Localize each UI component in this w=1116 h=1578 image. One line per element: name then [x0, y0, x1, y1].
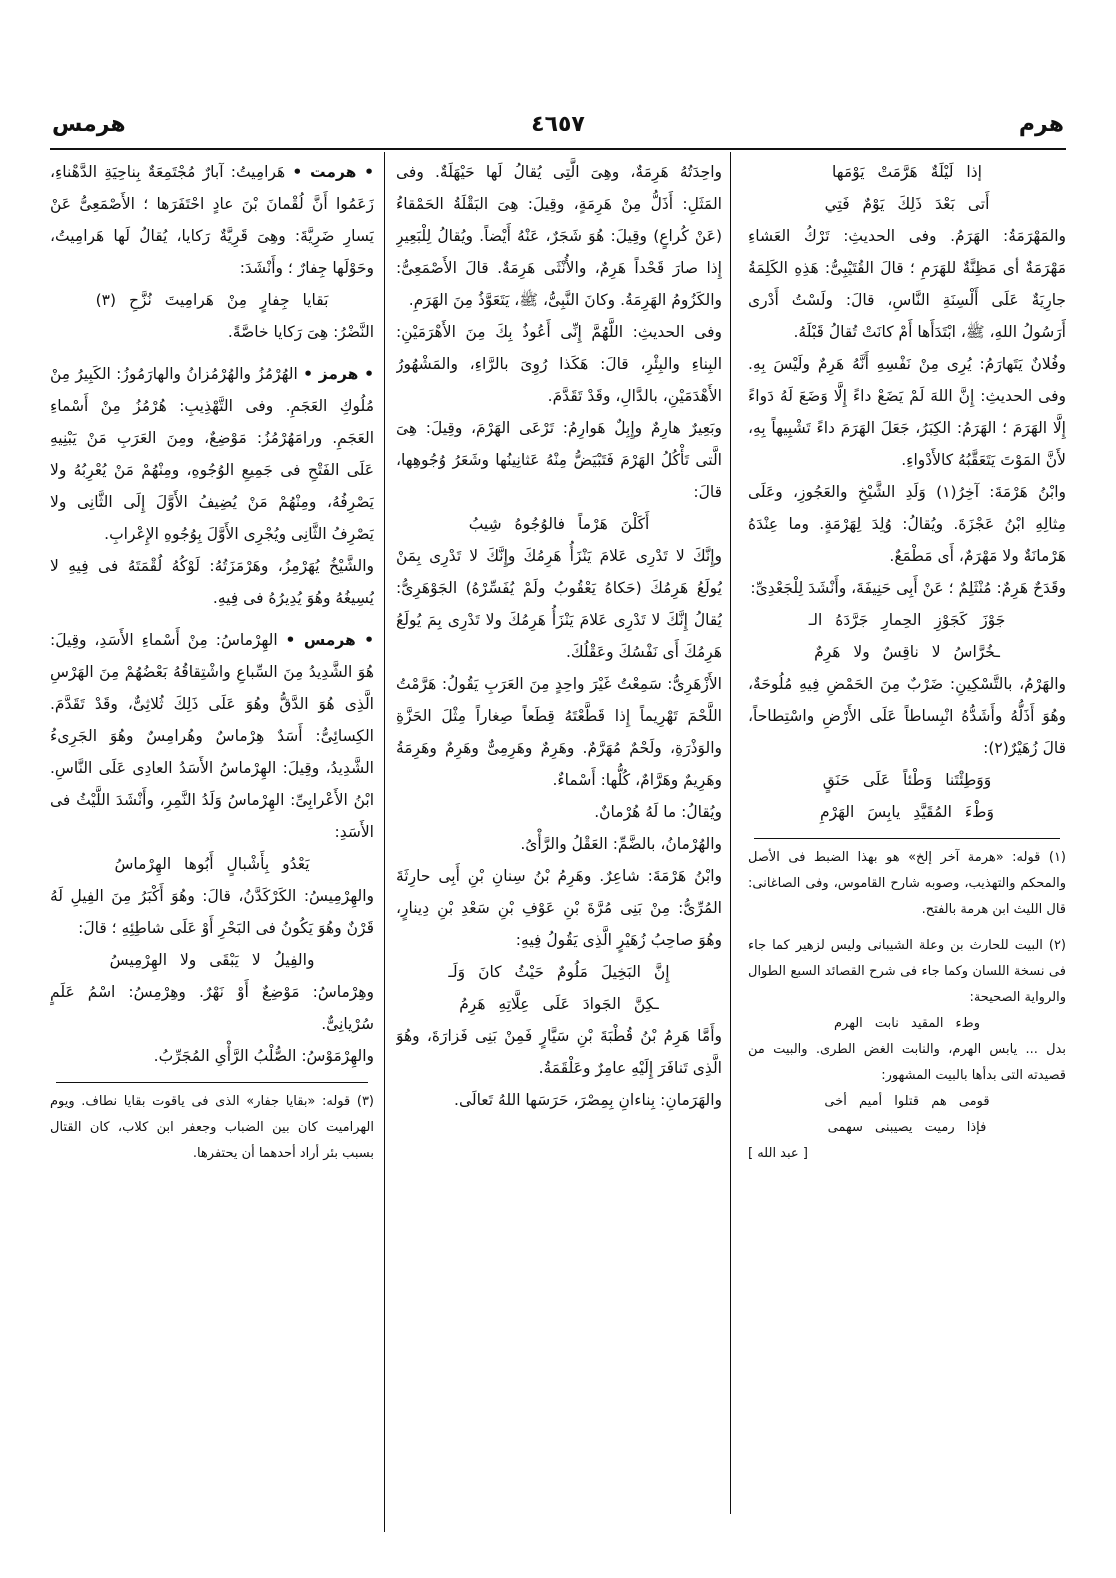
footnote-verse: وطء المقيد نابت الهرم [834, 1016, 980, 1031]
footnote-rule [56, 1082, 367, 1083]
page-header [52, 112, 1064, 144]
entry-paragraph: وقَدَحٌ هَرِمٌ: مُنْثَلِمٌ ؛ عَنْ أَبِى حَنِيفَةَ، وأَنْشَدَ لِلْجَعْدِىِّ: [750, 579, 1066, 597]
headword: • هرمس • [285, 631, 374, 649]
entry-paragraph [50, 624, 374, 848]
verse-line: بَقايا جِفارٍ مِنْ هَرامِيتَ نُزَّحِ (٣) [95, 291, 329, 309]
verse-line: وَوَطِئْتَنا وَطْئاً عَلَى حَنَقٍ [822, 771, 992, 789]
headword: • هرمت • [292, 163, 374, 181]
entry-text: هَرامِيتُ: آبارٌ مُجْتَمِعَةٌ بِناحِيَةِ الدَّهْناءِ، زَعَمُوا أَنَّ لُقْمانَ بْنَ عادٍ احْتَفَرَها ؛ الأَصْمَعِىُّ عَنْ يَسارِ ضَرِيَّةَ: وهِىَ قَرِيَّةٌ رَكايا، يُقالُ لَها هَرامِيتُ، وحَوْلَها جِفارٌ ؛ وأَنْشَدَ: [50, 163, 374, 277]
entry-text: الهُرْمُزُ والهُرْمُزانُ والهارَمُوزُ: الكَبِيرُ مِنْ مُلُوكِ العَجَمِ. وفى التَّهْذِيبِ: هُرْمُزُ مِنْ أَسْماءِ العَجَمِ. ورامَهُرْمُزُ: مَوْضِعٌ، ومِنَ العَرَبِ مَنْ يَبْنِيهِ عَلَى الفَتْحِ فى جَمِيعِ الوُجُوهِ، ومِنْهُمْ مَنْ يُعْرِبُهُ ولا يَصْرِفُهُ، ومِنْهُمْ مَنْ يُضِيفُ الأَوَّلَ إِلَى الثَّانِى ولا يَصْرِفُ الثَّانِى ويُجْرِى الأَوَّلَ بِوُجُوهِ الإِعْرابِ. [50, 365, 374, 543]
entry-paragraph [50, 358, 374, 550]
footnote-signature: [ عبد الله ] [748, 1146, 808, 1161]
verse-line: جَوْزَ كَجَوْزِ الحِمارِ جَرَّدَهُ الـ [808, 611, 1006, 629]
verse-line: ـكِنَّ الجَوادَ عَلَى عِلَّاتِهِ هَرِمُ [459, 995, 659, 1013]
entry-paragraph: والهِرْمِيسُ: الكَرْكَدَّنُ، قالَ: وهُوَ أَكْبَرُ مِنَ الفِيلِ لَهُ قَرْنٌ وهُوَ يَكُونُ فى البَحْرِ أَوْ عَلَى شاطِئِهِ ؛ قالَ: [50, 887, 374, 937]
entry-paragraph: وإِنَّكَ لا تَدْرِى عَلامَ يَنْزَأُ هَرِمُكَ وإِنَّكَ لا تَدْرِى بِمَنْ يُولَعُ هَرِمُكَ (حَكاهُ يَعْقُوبُ ولَمْ يُفَسِّرْهُ) الجَوْهَرِىُّ: يُقالُ إِنَّكَ لا تَدْرِى عَلامَ يَنْزَأُ هَرِمُكَ ولا تَدْرِى بِمَ يُولَعُ هَرِمُكَ أَى نَفْسُكَ وعَقْلُكَ. [396, 547, 722, 661]
entry-paragraph: ويُقالُ: ما لَهُ هُرْمانٌ. [594, 803, 722, 821]
entry-paragraph: وهِرْماسُ: مَوْضِعٌ أَوْ نَهْرٌ. وهِرْمِسُ: اسْمُ عَلَمٍ سُرْيانِىٌّ. [50, 983, 374, 1033]
entry-paragraph: والمَهْرَمَةُ: الهَرَمُ. وفى الحديثِ: تَرْكُ العَشاءِ مَهْرَمَةٌ أى مَظِنَّةٌ للهَرَمِ ؛ قالَ القُتَيْبِىُّ: هَذِهِ الكَلِمَةُ جارِيَةٌ عَلَى أَلْسِنَةِ النَّاسِ، قالَ: ولَسْتُ أَدْرى أَرَسُولُ اللهِ، ﷺ، ابْتَدَأَها أَمْ كانَتْ تُقالُ قَبْلَهُ. [748, 227, 1066, 341]
entry-paragraph: والهِرْمَوْسُ: الصُّلْبُ الرَّأْىِ المُجَرِّبُ. [153, 1047, 374, 1065]
entry-paragraph: وفُلانٌ يَتَهارَمُ: يُرِى مِنْ نَفْسِهِ أَنَّهُ هَرِمٌ ولَيْسَ بِهِ. وفى الحديثِ: إِنَّ اللهَ لَمْ يَضَعْ داءً إِلَّا وَضَعَ لَهُ دَواءً إِلَّا الهَرَمَ ؛ الهَرَمُ: الكِبَرُ، جَعَلَ الهَرَمَ داءً تَشْبِيهاً بِهِ، لأَنَّ المَوْتَ يَتَعَقَّبُهُ كالأَدْواءِ. [748, 355, 1066, 469]
entry-paragraph: وفى الحديثِ: اللَّهُمَّ إِنِّى أَعُوذُ بِكَ مِنَ الأَهْرَمَيْنِ: البِناءِ والبِئْرِ، قالَ: هَكَذا رُوِىَ بالرَّاءِ، والمَشْهُورُ الأَهْدَمَيْنِ، بالدَّالِ، وقَدْ تَقَدَّمَ. [396, 323, 722, 405]
entry-paragraph: النَّضْرُ: هِىَ رَكايا خاصَّةً. [227, 323, 374, 341]
footnote-verse: قومى هم قتلوا أميم أخى [824, 1094, 990, 1109]
verse-line: أَكَلْنَ هَرْماً فالوُجُوهُ شِيبُ [468, 515, 650, 533]
verse-line: يَعْدُو بِأَشْبالٍ أَبُوها الهِرْماسُ [114, 855, 310, 873]
footnote-verse: فإذا رميت يصيبنى سهمى [827, 1120, 987, 1135]
footnote: بدل ... يابس الهرم، والنابت الغض الطرى. والبيت من قصيدته التى بدأها بالبيت المشهور: [748, 1042, 1066, 1083]
verse-line: إذا لَيْلَةٌ هَرَّمَتْ يَوْمَها [832, 163, 982, 181]
verse-line: ـخُرَّاسُ لا ناقِسٌ ولا هَرِمٌ [814, 643, 1000, 661]
entry-paragraph: وابْنُ هَرْمَةَ: آخِرُ(١) وَلَدِ الشَّيْخِ والعَجُوزِ، وعَلَى مِثالِهِ ابْنُ عَجْزَةَ. ويُقالُ: وُلِدَ لِهَرْمَةٍ. وما عِنْدَهُ هَرْمانَةٌ ولا مَهْرَمٌ، أَى مَطْمَعٌ. [748, 483, 1066, 565]
header-rule [50, 148, 1066, 150]
column-divider-left [384, 152, 385, 1532]
headword: • هرمز • [303, 365, 374, 383]
header-right-word: هرم [1018, 112, 1064, 137]
verse-line: وَطْءَ المُقَيَّدِ يابِسَ الهَرْمِ [820, 803, 994, 821]
footnote-rule [754, 838, 1059, 839]
entry-paragraph: والهَرْمُ، بالتَّسْكِينِ: ضَرْبٌ مِنَ الحَمْضِ فِيهِ مُلُوحَةٌ، وهُوَ أَذَلُّهُ وأَشَدُّهُ انْبِساطاً عَلَى الأَرْضِ واسْتِطاحاً، قالَ زُهَيْرٌ(٢): [748, 675, 1066, 757]
entry-text: الهِرْماسُ: مِنْ أَسْماءِ الأَسَدِ، وقِيلَ: هُوَ الشَّدِيدُ مِنَ السِّباعِ واشْتِقاقُهُ بَعْضُهُمْ مِنَ الهَرْسِ الَّذِى هُوَ الدَّقُّ وهُوَ عَلَى ذَلِكَ ثُلاثِىٌّ، وقَدْ تَقَدَّمَ. الكِسائِىُّ: أَسَدٌ هِرْماسٌ وهُرامِسٌ وهُوَ الجَرِىءُ الشَّدِيدُ، وقِيلَ: الهِرْماسُ الأَسَدُ العادِى عَلَى النَّاسِ. ابْنُ الأَعْرابِىِّ: الهِرْماسُ وَلَدُ النَّمِرِ، وأَنْشَدَ اللَّيْثُ فى الأَسَدِ: [50, 631, 374, 841]
entry-paragraph: وابْنُ هَرْمَةَ: شاعِرٌ. وهَرِمُ بْنُ سِنانِ بْنِ أَبِى حارِثَةَ المُرِّىُّ: مِنْ بَنِى مُرَّةَ بْنِ عَوْفِ بْنِ سَعْدِ بْنِ دِينارٍ، وهُوَ صاحِبُ زُهَيْرٍ الَّذِى يَقُولُ فِيهِ: [396, 867, 722, 949]
entry-paragraph: والشَّيْخُ يُهَرْمِزُ، وهَرْمَزَتُهُ: لَوْكُهُ لُقْمَتَهُ فى فِيهِ لا يُسِيغُهُ وهُوَ يُدِيرُهُ فى فِيهِ. [50, 557, 374, 607]
column-right [748, 156, 1066, 1560]
column-middle [396, 156, 722, 1560]
entry-paragraph: والهُرْمانُ، بالضَّمِّ: العَقْلُ والرَّأْىُ. [520, 835, 722, 853]
footnote: (٢) البيت للحارث بن وعلة الشيبانى وليس لزهير كما جاء فى نسخة اللسان وكما جاء فى شرح القصائد السبع الطوال والرواية الصحيحة: [748, 938, 1066, 1005]
entry-paragraph [50, 156, 374, 284]
verse-line: والفِيلُ لا يَبْقَى ولا الهِرْمِيسُ [109, 951, 315, 969]
verse-line: أَتى بَعْدَ ذَلِكَ يَوْمٌ فَتِي [824, 195, 990, 213]
footnote: (٣) قوله: «بقايا جفار» الذى فى ياقوت بقايا نطاف. ويوم الهراميت كان بين الضباب وجعفر ابن كلاب، كان القتال بسبب بئر أراد أحدهما أن يحتفرها. [50, 1094, 374, 1161]
entry-paragraph: واحِدَتُهُ هَرِمَةٌ، وهِىَ الَّتِى يُقالُ لَها حَيْهَلَةٌ. وفى المَثَلِ: أَذَلُّ مِنْ هَرِمَةٍ، وقِيلَ: هِىَ البَقْلَةُ الحَمْقاءُ (عَنْ كُراعٍ) وقِيلَ: هُوَ شَجَرٌ، عَنْهُ أَيْضاً. ويُقالُ لِلْبَعِيرِ إِذا صارَ قَحْداً هَرِمٌ، والأُنْثَى هَرِمَةٌ. قالَ الأَصْمَعِىُّ: والكَزُومُ الهَرِمَةُ. وكانَ النَّبِىُّ، ﷺ، يَتَعَوَّذُ مِنَ الهَرَمِ. [396, 163, 722, 309]
header-left-word: هرمس [52, 112, 126, 137]
footnote: (١) قوله: «هرمة آخر إلخ» هو بهذا الضبط فى الأصل والمحكم والتهذيب، وصوبه شارح القاموس، وفى الصاغانى: قال الليث ابن هرمة بالفتح. [748, 850, 1066, 917]
entry-paragraph: وبَعِيرٌ هارِمٌ وإِبِلٌ هَوارِمُ: تَرْعَى الهَرْمَ، وقِيلَ: هِىَ الَّتى تَأْكُلُ الهَرْمَ فَتَبْيَضُّ مِنْهُ عَثانِينُها وشَعَرُ وُجُوهِها، قالَ: [396, 419, 722, 501]
column-divider-right [730, 152, 731, 1514]
column-left [50, 156, 374, 1560]
entry-paragraph: والهَرَمانِ: بِناءانِ بِمِصْرَ، حَرَسَها اللهُ تَعالَى. [454, 1091, 722, 1109]
entry-paragraph: وأَمَّا هَرِمُ بْنُ قُطْبَةَ بْنِ سَيَّارٍ فَمِنْ بَنِى فَزارَةَ، وهُوَ الَّذِى تَنافَرَ إِلَيْهِ عامِرٌ وعَلْقَمَةُ. [396, 1027, 722, 1077]
verse-line: إِنَّ البَخِيلَ مَلُومٌ حَيْثُ كانَ وَلَـ [448, 963, 670, 981]
page-number: ٤٦٥٧ [531, 112, 585, 137]
entry-paragraph: الأَزْهَرِىُّ: سَمِعْتُ غَيْرَ واحِدٍ مِنَ العَرَبِ يَقُولُ: هَرَّمْتُ اللَّحْمَ تَهْرِيماً إِذا قَطَّعْتَهُ قِطَعاً صِغاراً مِثْلَ الحَزَّةِ والوَذْرَةِ، ولَحْمٌ مُهَرَّمٌ. وهَرِمٌ وهَرِمِىٌّ وهَرِمٌ وهَرِمَةُ وهَرِيمٌ وهَرَّامٌ، كُلُّها: أَسْماءٌ. [396, 675, 722, 789]
